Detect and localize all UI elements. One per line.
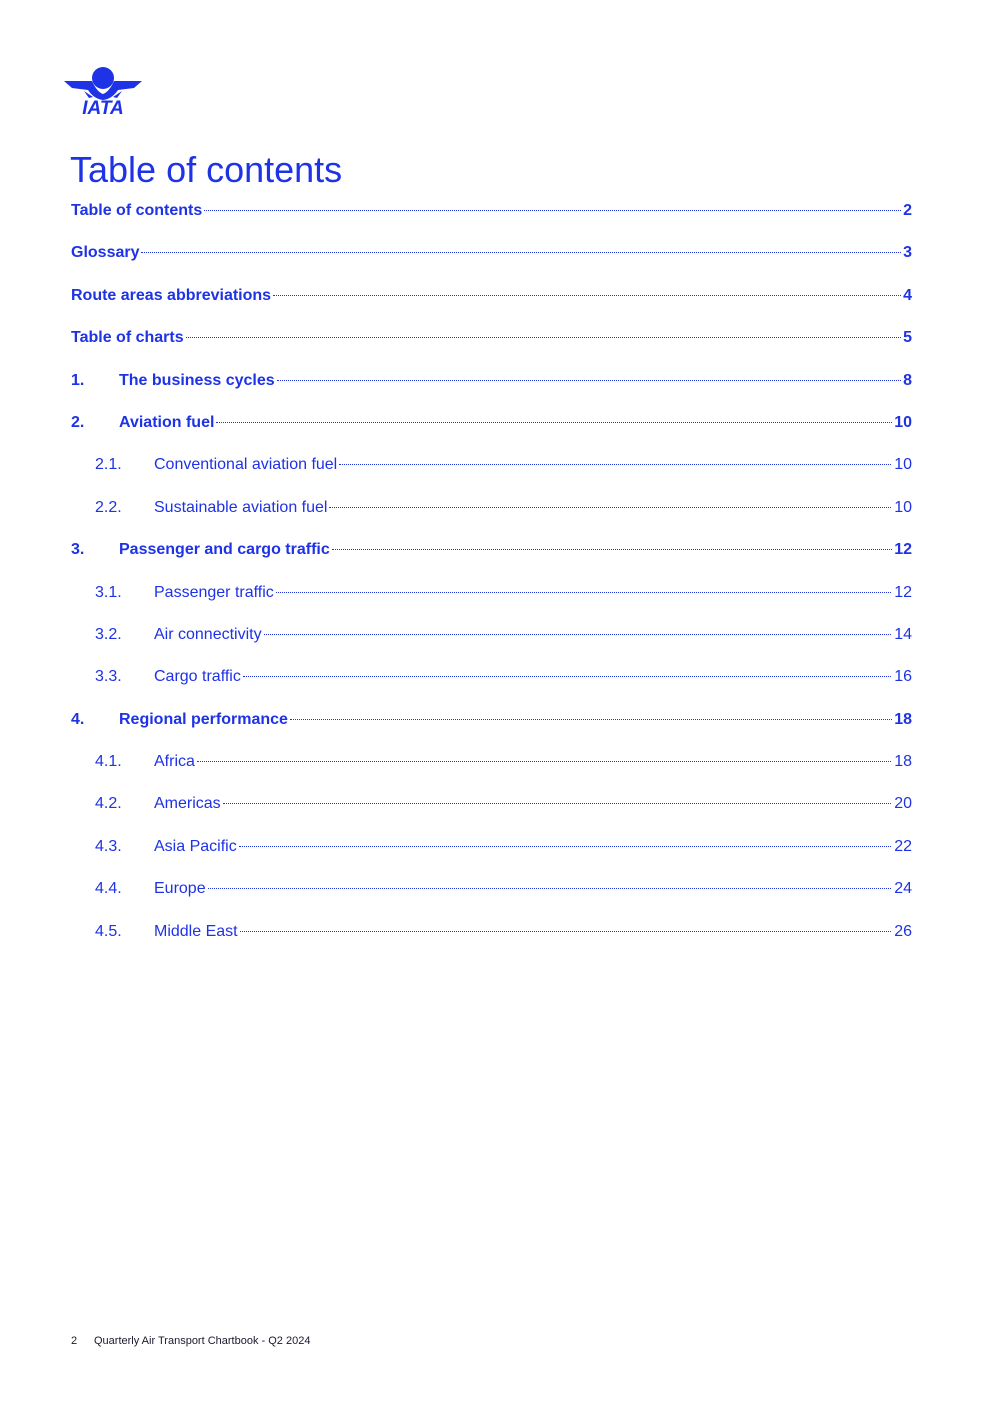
toc-dot-leader	[141, 252, 901, 253]
iata-logo-icon	[64, 66, 142, 118]
toc-entry-number: 1.	[71, 371, 85, 389]
toc-entry-page: 26	[894, 922, 912, 940]
toc-entry-page: 18	[894, 753, 912, 771]
toc-entry[interactable]	[71, 410, 912, 452]
toc-entry[interactable]	[71, 452, 912, 494]
toc-entry[interactable]	[71, 622, 912, 664]
toc-entry-page: 10	[894, 413, 912, 431]
toc-dot-leader	[204, 210, 901, 211]
toc-entry-page: 10	[894, 456, 912, 474]
footer-title: Quarterly Air Transport Chartbook - Q2 2024	[94, 1335, 311, 1347]
toc-dot-leader	[197, 761, 891, 762]
toc-entry[interactable]	[71, 325, 912, 367]
toc-entry[interactable]	[71, 876, 912, 918]
toc-dot-leader	[332, 549, 892, 550]
toc-entry[interactable]	[71, 791, 912, 833]
toc-dot-leader	[290, 719, 892, 720]
toc-entry-number: 3.	[71, 541, 85, 559]
toc-dot-leader	[276, 592, 891, 593]
toc-entry[interactable]	[71, 834, 912, 876]
toc-entry-page: 20	[894, 795, 912, 813]
toc-entry-label: Table of contents	[71, 202, 203, 219]
toc-entry-page: 12	[894, 583, 912, 601]
page-title: Table of contents	[70, 149, 343, 190]
toc-entry[interactable]	[71, 283, 912, 325]
toc-entry[interactable]	[71, 198, 912, 240]
toc-entry-page: 4	[903, 286, 912, 304]
toc-dot-leader	[277, 380, 901, 381]
toc-entry-page: 18	[894, 710, 912, 728]
toc-entry[interactable]	[71, 368, 912, 410]
toc-dot-leader	[264, 634, 892, 635]
toc-entry-page: 12	[894, 541, 912, 559]
toc-entry[interactable]	[71, 664, 912, 706]
toc-entry-label: Asia Pacific	[154, 837, 237, 855]
toc-entry-label: Passenger traffic	[154, 583, 274, 601]
toc-entry-number: 4.	[71, 710, 85, 728]
toc-entry[interactable]	[71, 495, 912, 537]
table-of-contents	[71, 198, 912, 961]
toc-dot-leader	[186, 337, 901, 338]
toc-entry-number: 2.	[71, 413, 85, 431]
toc-entry-page: 10	[894, 498, 912, 516]
toc-entry-label: Cargo traffic	[154, 668, 241, 686]
toc-entry-page: 24	[894, 880, 912, 898]
toc-dot-leader	[243, 676, 891, 677]
toc-entry-page: 2	[903, 202, 912, 219]
toc-entry-page: 22	[894, 837, 912, 855]
toc-entry-label: Sustainable aviation fuel	[154, 498, 328, 516]
toc-entry-number: 2.2.	[95, 498, 122, 516]
toc-entry-number: 4.4.	[95, 880, 122, 898]
toc-entry-label: Europe	[154, 880, 206, 898]
toc-entry-label: Glossary	[71, 244, 140, 262]
toc-entry-number: 3.2.	[95, 625, 122, 643]
toc-entry-number: 4.3.	[95, 837, 122, 855]
toc-entry-page: 8	[903, 371, 912, 389]
toc-entry-label: Table of charts	[71, 329, 184, 347]
toc-entry[interactable]	[71, 707, 912, 749]
footer-page-number: 2	[71, 1335, 78, 1347]
toc-entry-label: Conventional aviation fuel	[154, 456, 338, 474]
toc-entry-label: Regional performance	[119, 710, 288, 728]
toc-entry-number: 2.1.	[95, 456, 122, 474]
toc-dot-leader	[240, 931, 892, 932]
toc-entry-number: 4.5.	[95, 922, 122, 940]
toc-dot-leader	[329, 507, 891, 508]
toc-dot-leader	[216, 422, 892, 423]
toc-entry-page: 16	[894, 668, 912, 686]
toc-entry-label: Middle East	[154, 922, 238, 940]
toc-entry-page: 5	[903, 329, 912, 347]
toc-entry-label: Route areas abbreviations	[71, 286, 272, 304]
toc-entry-page: 14	[894, 625, 912, 643]
toc-entry[interactable]	[71, 240, 912, 282]
toc-entry[interactable]	[71, 537, 912, 579]
toc-entry-label: Aviation fuel	[119, 413, 215, 431]
toc-entry-label: The business cycles	[119, 371, 275, 389]
toc-dot-leader	[239, 846, 892, 847]
toc-entry-number: 4.2.	[95, 795, 122, 813]
toc-entry-number: 3.3.	[95, 668, 122, 686]
toc-entry-number: 3.1.	[95, 583, 122, 601]
toc-entry[interactable]	[71, 580, 912, 622]
svg-text:IATA: IATA	[82, 98, 124, 118]
toc-entry[interactable]	[71, 749, 912, 791]
toc-entry-label: Americas	[154, 795, 221, 813]
page-footer	[71, 1335, 310, 1347]
toc-entry-number: 4.1.	[95, 753, 122, 771]
toc-dot-leader	[223, 803, 892, 804]
toc-entry-label: Africa	[154, 753, 195, 771]
iata-logo	[64, 66, 142, 118]
toc-dot-leader	[339, 464, 891, 465]
toc-entry[interactable]	[71, 919, 912, 961]
toc-entry-label: Passenger and cargo traffic	[119, 541, 330, 559]
toc-dot-leader	[273, 295, 901, 296]
toc-entry-page: 3	[903, 244, 912, 262]
toc-entry-label: Air connectivity	[154, 625, 262, 643]
toc-dot-leader	[208, 888, 892, 889]
